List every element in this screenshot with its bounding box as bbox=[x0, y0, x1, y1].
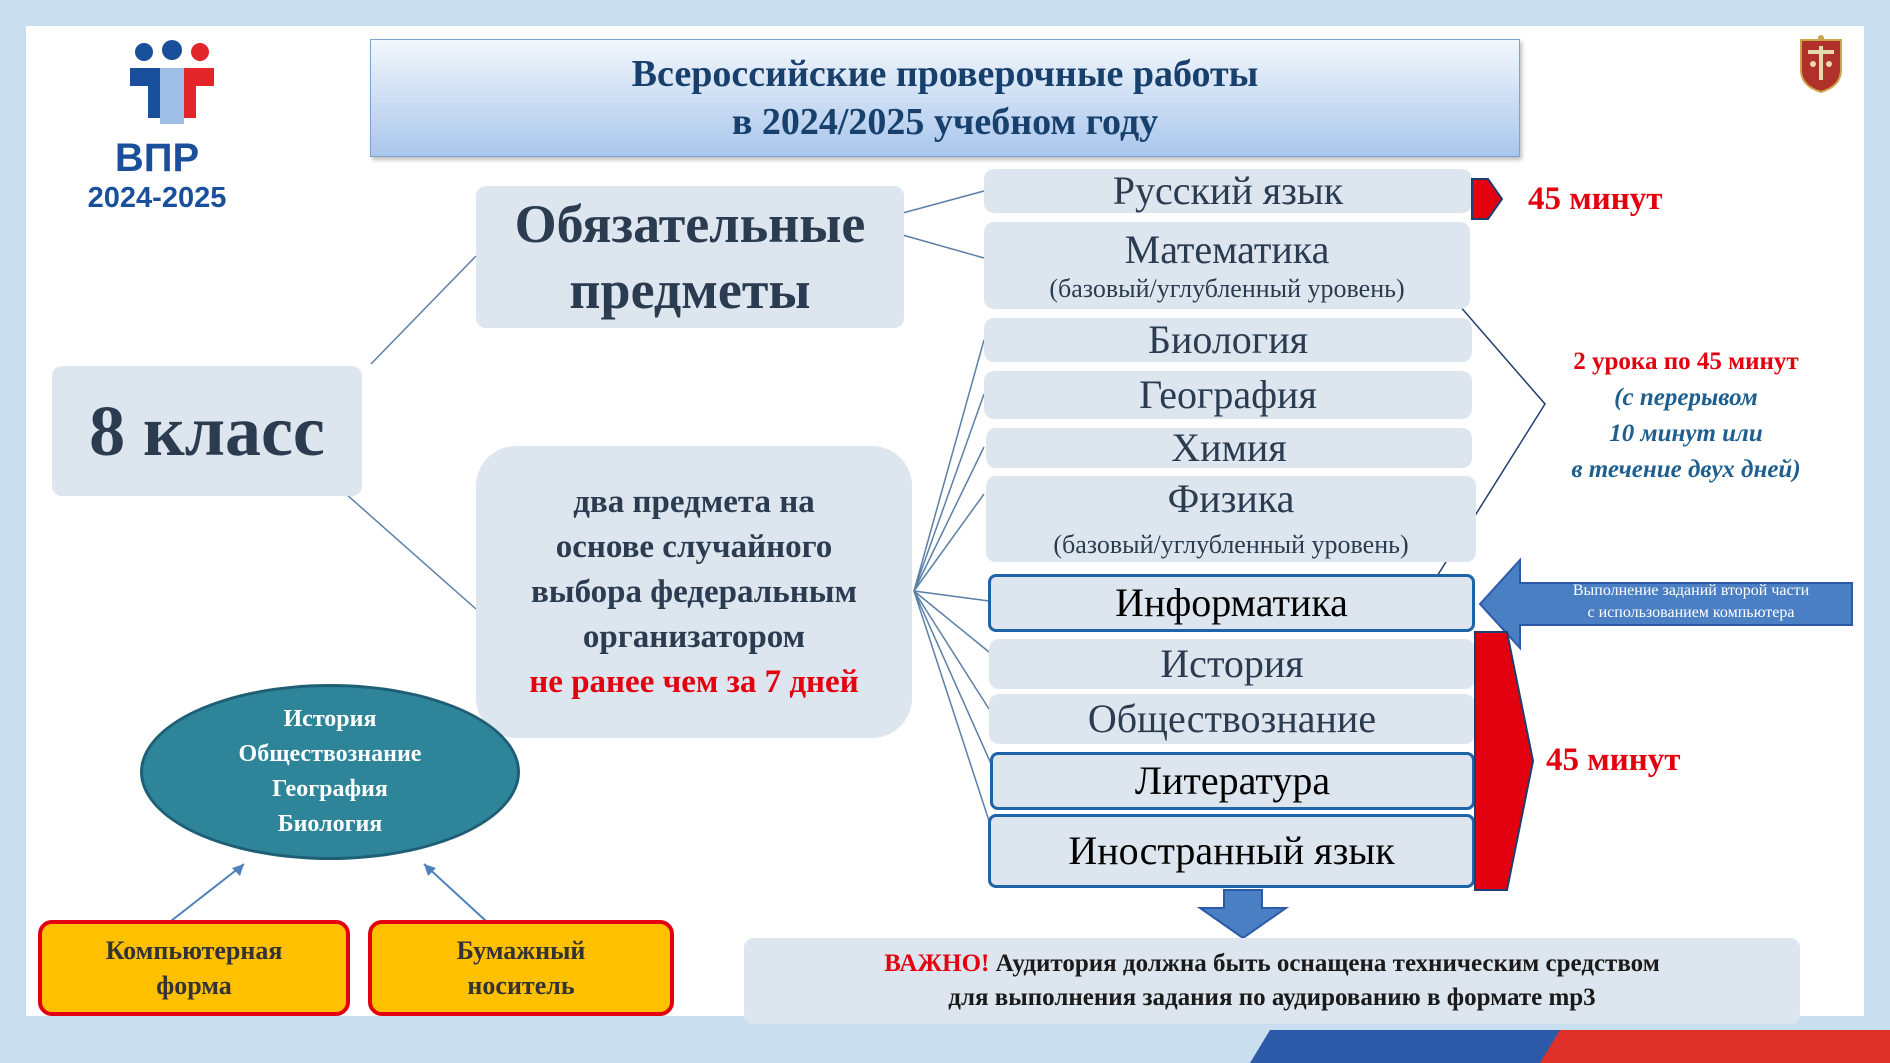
important-label: ВАЖНО! bbox=[884, 950, 990, 977]
two-lessons-line-1: 2 урока по 45 минут bbox=[1573, 348, 1799, 375]
mandatory-line-2: предметы bbox=[569, 260, 811, 320]
informatics-note-line-2: с использованием компьютера bbox=[1587, 604, 1795, 621]
random-deadline: не ранее чем за 7 дней bbox=[529, 663, 859, 700]
subject-biology: Биология bbox=[984, 318, 1472, 362]
grade-label: 8 класс bbox=[89, 390, 325, 471]
red-arrow-icon bbox=[1470, 176, 1504, 222]
subject-literature: Литература bbox=[990, 752, 1475, 810]
random-line-2: основе случайного bbox=[555, 528, 833, 565]
subject-geography: География bbox=[984, 371, 1472, 419]
slide-canvas bbox=[26, 26, 1864, 1016]
two-lessons-line-3: 10 минут или bbox=[1609, 420, 1763, 447]
title-banner bbox=[370, 39, 1520, 157]
two-lessons-line-4: в течение двух дней) bbox=[1571, 456, 1801, 483]
duration-top: 45 минут bbox=[1528, 181, 1663, 217]
ellipse-item-biology: Биология bbox=[277, 811, 383, 837]
duration-bottom: 45 минут bbox=[1546, 742, 1681, 778]
subject-informatics: Информатика bbox=[988, 574, 1475, 632]
two-lessons-note bbox=[1536, 344, 1836, 488]
title-line-2: в 2024/2025 учебном году bbox=[731, 101, 1159, 143]
random-line-4: организатором bbox=[582, 618, 806, 655]
paper-form-line-1: Бумажный bbox=[456, 936, 586, 965]
subject-foreign-language: Иностранный язык bbox=[988, 814, 1475, 888]
subject-math: Математика (базовый/углубленный уровень) bbox=[984, 222, 1470, 309]
subjects-ellipse bbox=[140, 684, 520, 860]
subject-russian: Русский язык bbox=[984, 169, 1472, 213]
computer-form-box bbox=[38, 920, 350, 1016]
computer-form-line-1: Компьютерная bbox=[105, 936, 283, 965]
subject-chemistry: Химия bbox=[986, 428, 1472, 468]
informatics-note bbox=[1526, 580, 1856, 624]
red-bracket-arrow-icon bbox=[1473, 630, 1535, 892]
subject-history: История bbox=[989, 639, 1475, 689]
subject-physics: Физика (базовый/углубленный уровень) bbox=[986, 476, 1476, 562]
down-arrow-icon bbox=[1196, 888, 1290, 940]
paper-form-box bbox=[368, 920, 674, 1016]
connector-lines bbox=[26, 26, 1864, 1016]
grade-box bbox=[52, 366, 362, 496]
ellipse-item-social: Обществознание bbox=[238, 741, 422, 767]
random-selection-box bbox=[476, 446, 912, 738]
logo-years: 2024-2025 bbox=[87, 182, 227, 214]
logo-figures-icon bbox=[122, 40, 222, 126]
random-line-3: выбора федеральным bbox=[530, 573, 857, 610]
subject-social-studies: Обществознание bbox=[989, 694, 1475, 744]
title-line-1: Всероссийские проверочные работы bbox=[631, 53, 1259, 95]
random-line-1: два предмета на bbox=[573, 483, 815, 520]
mandatory-subjects-box bbox=[476, 186, 904, 328]
computer-form-line-2: форма bbox=[156, 971, 232, 1000]
ellipse-item-geography: География bbox=[272, 776, 388, 802]
informatics-note-line-1: Выполнение заданий второй части bbox=[1572, 582, 1810, 599]
coat-of-arms-icon bbox=[1798, 34, 1844, 94]
important-line-2: для выполнения задания по аудированию в формате mp3 bbox=[948, 984, 1596, 1011]
mandatory-line-1: Обязательные bbox=[514, 194, 866, 254]
ellipse-item-history: История bbox=[283, 706, 377, 732]
two-lessons-line-2: (с перерывом bbox=[1614, 384, 1758, 411]
important-line-1: Аудитория должна быть оснащена техническим средством bbox=[989, 950, 1660, 977]
important-note bbox=[744, 938, 1800, 1024]
paper-form-line-2: носитель bbox=[467, 971, 575, 1000]
vpr-logo bbox=[72, 40, 242, 214]
subject-physics-level: (базовый/углубленный уровень) bbox=[1053, 529, 1409, 559]
subject-math-level: (базовый/углубленный уровень) bbox=[1049, 273, 1405, 303]
logo-abbr: ВПР bbox=[114, 136, 200, 180]
